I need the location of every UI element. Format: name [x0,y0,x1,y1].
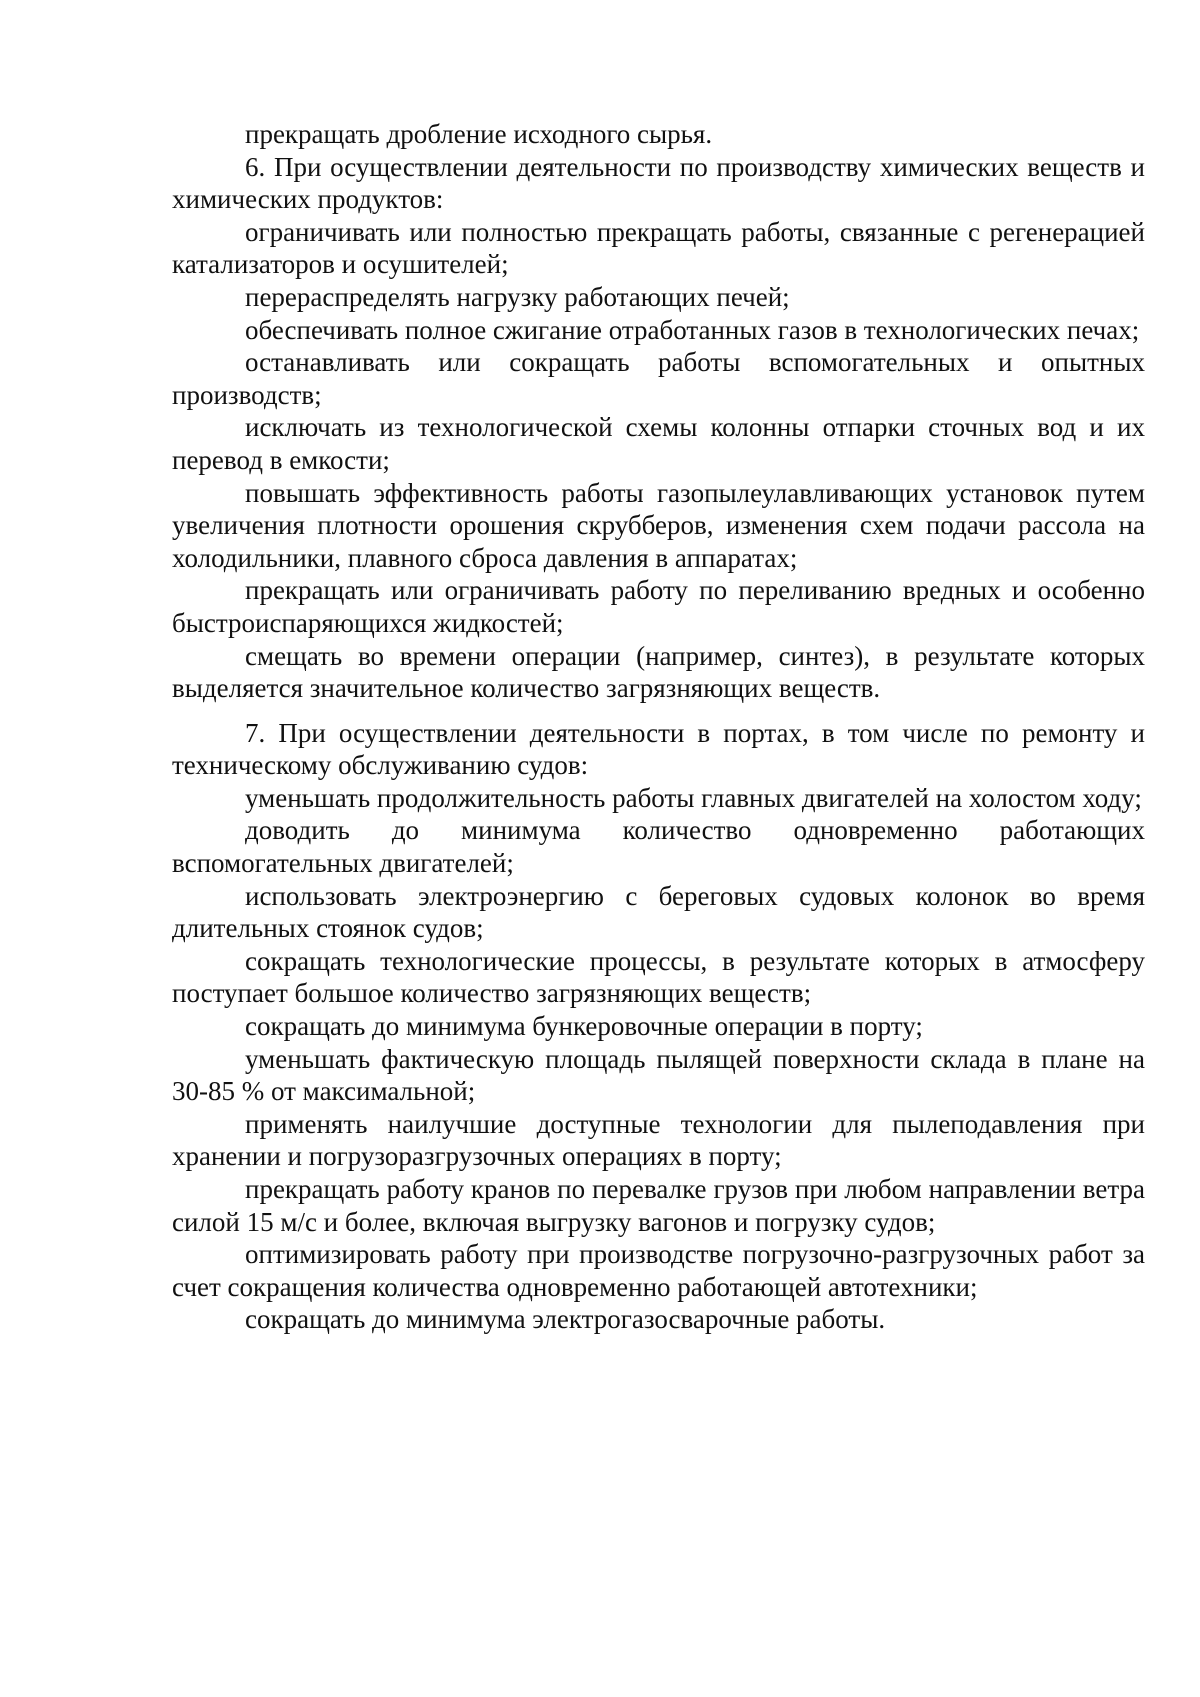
section-7-item: применять наилучшие доступные технологии для пылеподавления при хранении и погрузоразгрузочных операциях в порту; [172,1108,1145,1172]
section-6-item: останавливать или сокращать работы вспомогательных и опытных производств; [172,347,1145,410]
section-7-item: уменьшать фактическую площадь пылящей поверхности склада в плане на 30-85 % от максимальной; [172,1043,1145,1107]
section-7-item: сокращать до минимума электрогазосварочные работы. [245,1304,886,1335]
section-6-item: смещать во времени операции (например, синтез), в результате которых выделяется значительное количество загрязняющих веществ. [172,640,1145,704]
section-6-item: обеспечивать полное сжигание отработанных газов в технологических печах; [245,314,1140,345]
section-7-item: уменьшать продолжительность работы главных двигателей на холостом ходу; [245,782,1142,813]
section-7-item: доводить до минимума количество одновременно работающих вспомогательных двигателей; [172,815,1145,879]
section-6-item: повышать эффективность работы газопылеулавливающих установок путем увеличения плотности орошения скрубберов, изменения схем подачи рассола на холодильники, плавного сброса давления в аппаратах; [172,477,1145,573]
section-7-item: сокращать до минимума бункеровочные операции в порту; [245,1011,923,1042]
section-6-heading: 6. При осуществлении деятельности по производству химических веществ и химических продуктов: [172,151,1145,215]
section-6-item: исключать из технологической схемы колонны отпарки сточных вод и их перевод в емкости; [172,412,1145,475]
continuation-paragraph: прекращать дробление исходного сырья. [245,119,713,149]
section-7-item: прекращать работу кранов по перевалке грузов при любом направлении ветра силой 15 м/с и более, включая выгрузку вагонов и погрузку судов; [172,1174,1145,1237]
section-7-item: использовать электроэнергию с береговых судовых колонок во время длительных стоянок судов; [172,880,1145,944]
section-6-item: прекращать или ограничивать работу по переливанию вредных и особенно быстроиспаряющихся жидкостей; [172,575,1145,638]
section-7-item: оптимизировать работу при производстве погрузочно-разгрузочных работ за счет сокращения количества одновременно работающей автотехники; [172,1239,1145,1302]
document-page [172,118,1145,1336]
section-7-item: сокращать технологические процессы, в результате которых в атмосферу поступает большое количество загрязняющих веществ; [172,945,1145,1009]
section-6-item: ограничивать или полностью прекращать работы, связанные с регенерацией катализаторов и осушителей; [172,216,1145,280]
section-6-item: перераспределять нагрузку работающих печей; [245,281,790,312]
section-7-heading: 7. При осуществлении деятельности в портах, в том числе по ремонту и техническому обслуживанию судов: [172,717,1145,781]
